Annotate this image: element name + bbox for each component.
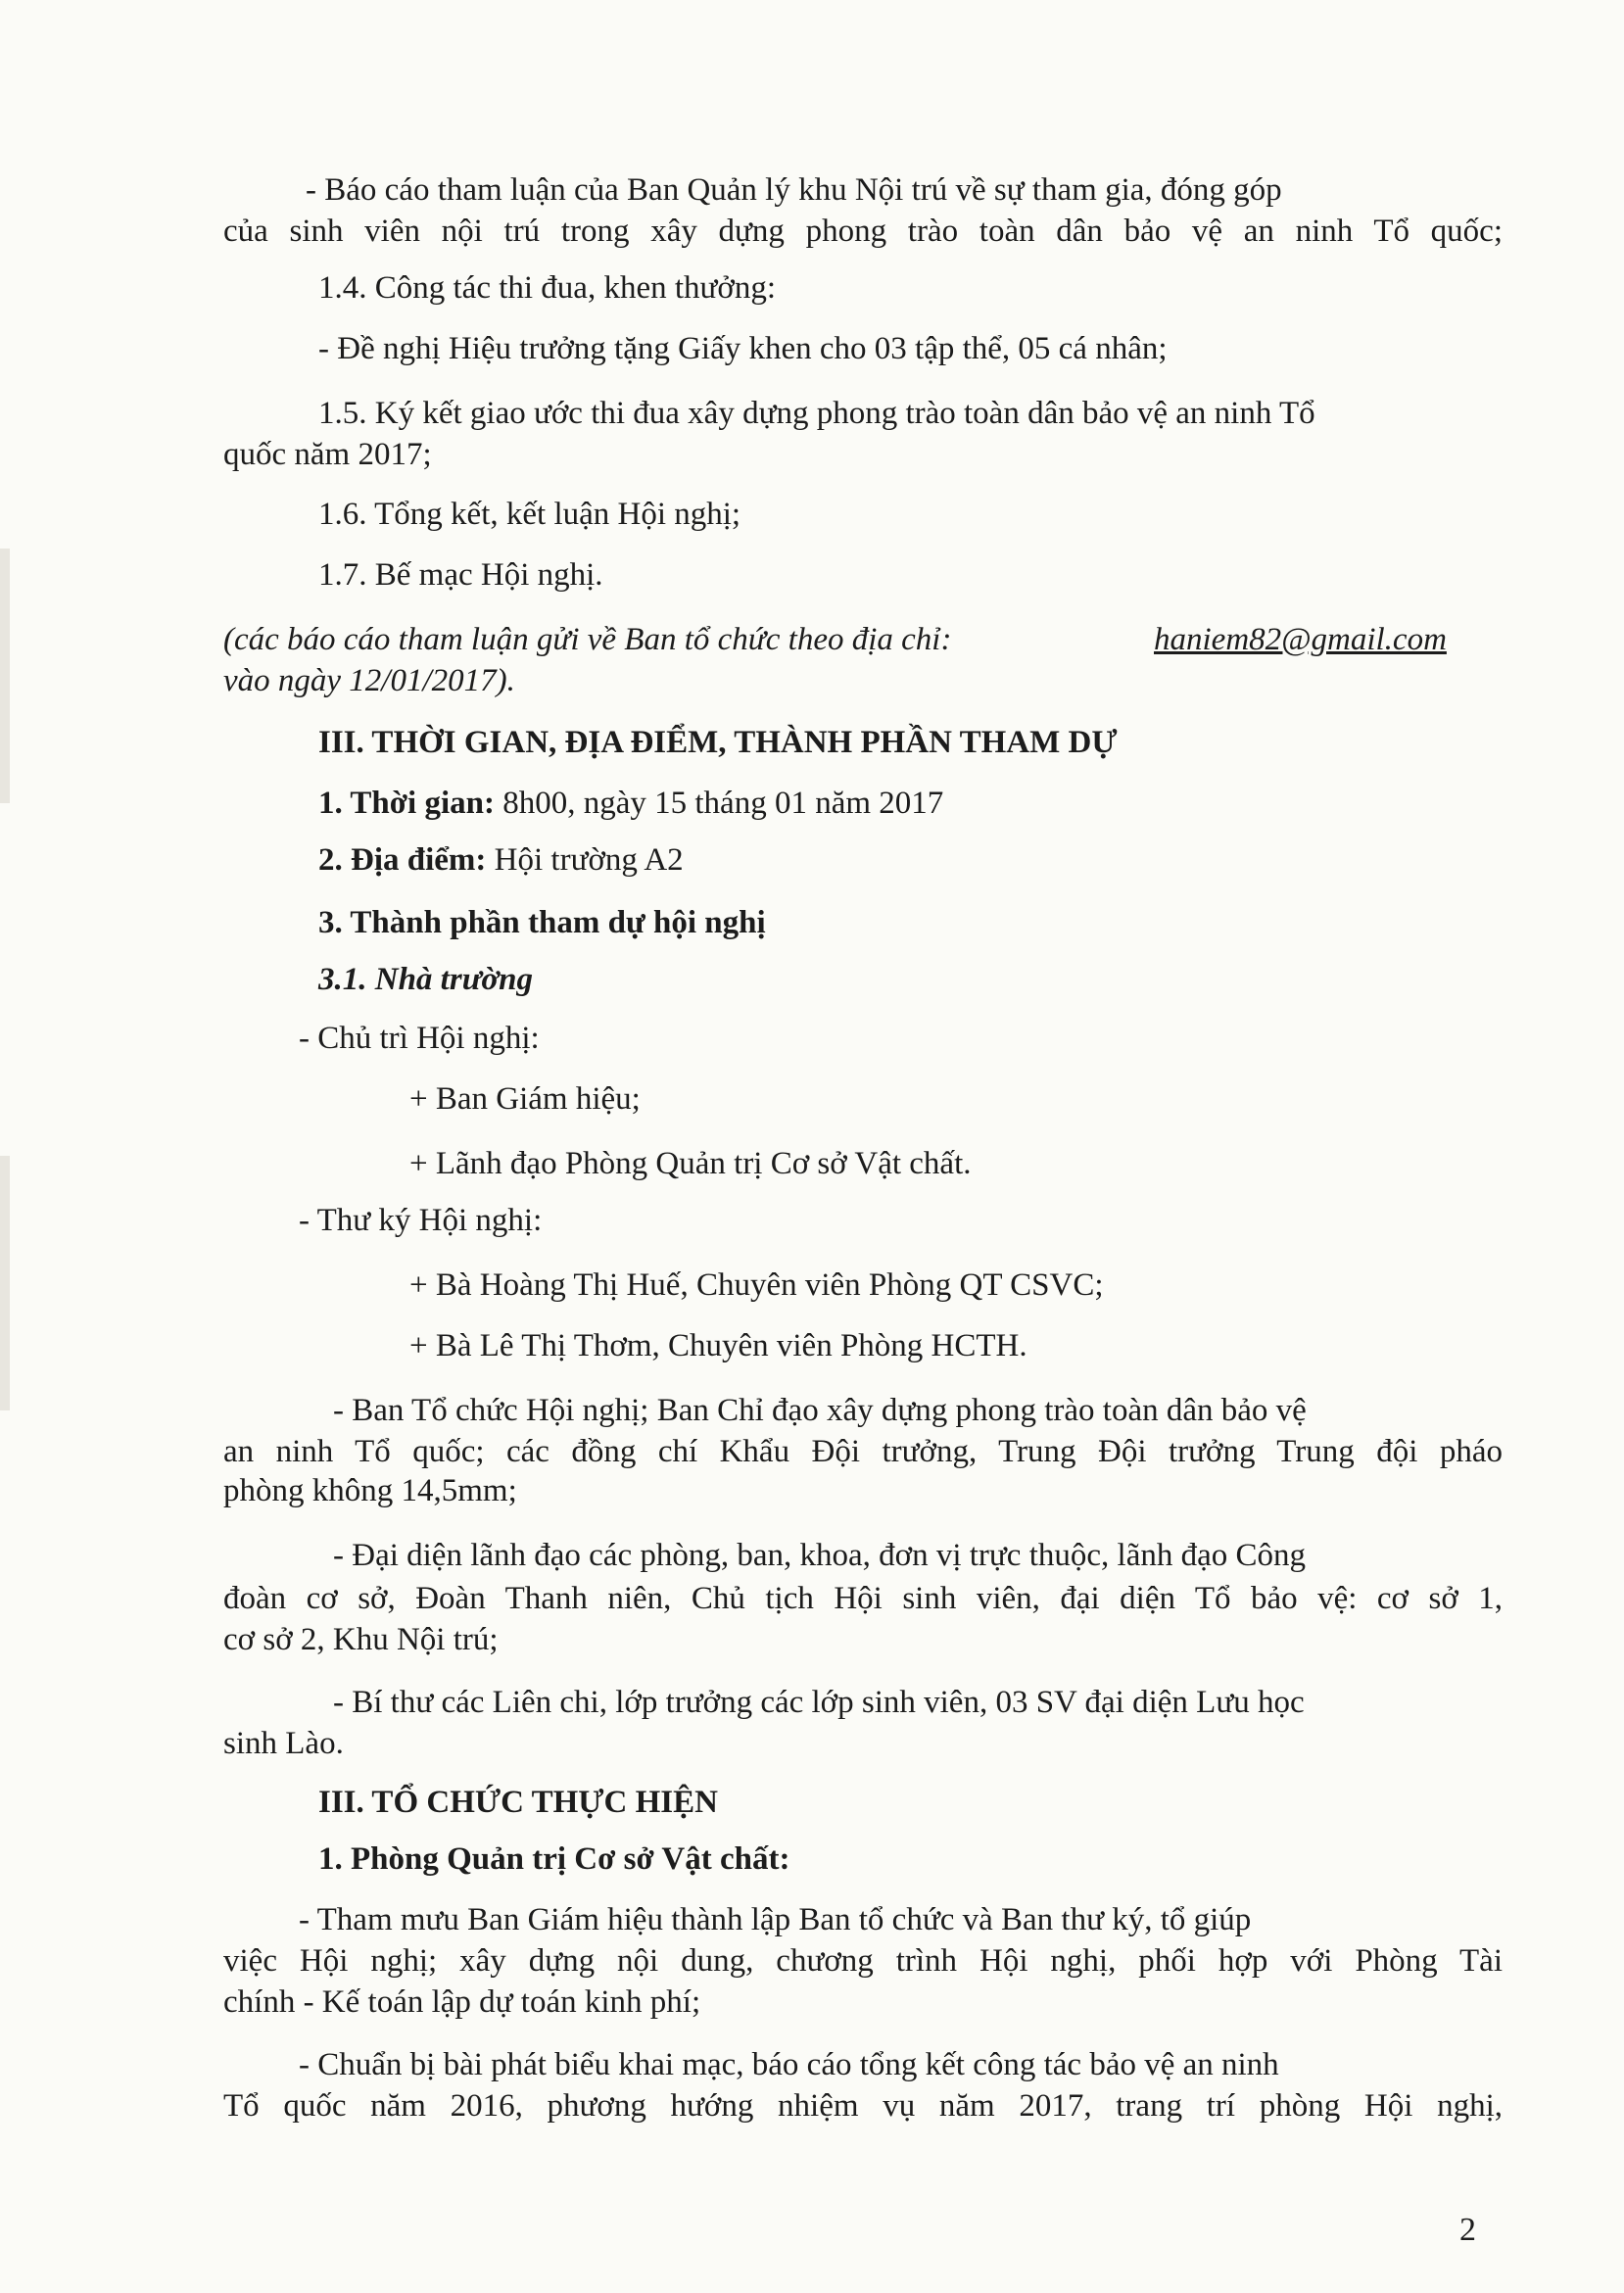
note-line — [223, 620, 951, 659]
text-line: - Bí thư các Liên chi, lớp trưởng các lớp sinh viên, 03 SV đại diện Lưu học — [333, 1685, 1305, 1720]
note-line: vào ngày 12/01/2017). — [223, 663, 515, 698]
text-line: an ninh Tổ quốc; các đồng chí Khẩu Đội trưởng, Trung Đội trưởng Trung đội pháo — [223, 1434, 1503, 1469]
text-line: của sinh viên nội trú trong xây dựng phong trào toàn dân bảo vệ an ninh Tổ quốc; — [223, 214, 1503, 249]
scan-edge-shadow — [0, 1156, 10, 1410]
place-label: 2. Địa điểm: — [318, 842, 487, 878]
text-line: quốc năm 2017; — [223, 437, 432, 472]
place-line — [318, 840, 684, 880]
school-subheading: 3.1. Nhà trường — [318, 962, 534, 997]
text-line: - Thư ký Hội nghị: — [299, 1203, 543, 1238]
email-link[interactable]: haniem82@gmail.com — [1154, 622, 1447, 657]
heading-1-4: 1.4. Công tác thi đua, khen thưởng: — [318, 270, 777, 306]
heading-1-5: 1.5. Ký kết giao ước thi đua xây dựng phong trào toàn dân bảo vệ an ninh Tổ — [318, 396, 1315, 431]
list-item: + Ban Giám hiệu; — [409, 1081, 641, 1117]
text-line: - Đại diện lãnh đạo các phòng, ban, khoa, đơn vị trực thuộc, lãnh đạo Công — [333, 1538, 1306, 1573]
text-line: - Tham mưu Ban Giám hiệu thành lập Ban tổ chức và Ban thư ký, tổ giúp — [299, 1902, 1252, 1937]
text-line: cơ sở 2, Khu Nội trú; — [223, 1622, 499, 1657]
text-line: đoàn cơ sở, Đoàn Thanh niên, Chủ tịch Hội sinh viên, đại diện Tổ bảo vệ: cơ sở 1, — [223, 1581, 1503, 1616]
section-heading-iii-time-place: III. THỜI GIAN, ĐỊA ĐIỂM, THÀNH PHẦN THAM DỰ — [318, 725, 1118, 760]
facilities-dept-heading: 1. Phòng Quản trị Cơ sở Vật chất: — [318, 1841, 790, 1877]
scan-edge-shadow — [0, 549, 10, 803]
section-heading-iii-implementation: III. TỔ CHỨC THỰC HIỆN — [318, 1785, 718, 1820]
time-line — [318, 784, 943, 823]
text-line: - Chủ trì Hội nghị: — [299, 1021, 540, 1056]
text-line: sinh Lào. — [223, 1726, 344, 1761]
time-value: 8h00, ngày 15 tháng 01 năm 2017 — [502, 786, 944, 821]
text-line: - Báo cáo tham luận của Ban Quản lý khu Nội trú về sự tham gia, đóng góp — [306, 172, 1282, 208]
page-number: 2 — [1459, 2212, 1476, 2248]
note-text: (các báo cáo tham luận gửi về Ban tổ chức theo địa chỉ: — [223, 622, 952, 657]
text-line: - Ban Tổ chức Hội nghị; Ban Chỉ đạo xây dựng phong trào toàn dân bảo vệ — [333, 1393, 1307, 1428]
text-line: chính - Kế toán lập dự toán kinh phí; — [223, 1984, 701, 2020]
participants-heading: 3. Thành phần tham dự hội nghị — [318, 905, 766, 940]
list-item: + Bà Hoàng Thị Huế, Chuyên viên Phòng QT CSVC; — [409, 1267, 1104, 1303]
text-line: - Chuẩn bị bài phát biểu khai mạc, báo cáo tổng kết công tác bảo vệ an ninh — [299, 2047, 1279, 2082]
heading-1-7: 1.7. Bế mạc Hội nghị. — [318, 557, 603, 593]
heading-1-6: 1.6. Tổng kết, kết luận Hội nghị; — [318, 497, 741, 532]
text-line: Tổ quốc năm 2016, phương hướng nhiệm vụ năm 2017, trang trí phòng Hội nghị, — [223, 2088, 1503, 2124]
list-item: + Bà Lê Thị Thơm, Chuyên viên Phòng HCTH. — [409, 1328, 1027, 1363]
list-item: + Lãnh đạo Phòng Quản trị Cơ sở Vật chất. — [409, 1146, 972, 1181]
text-line: việc Hội nghị; xây dựng nội dung, chương trình Hội nghị, phối hợp với Phòng Tài — [223, 1943, 1503, 1979]
place-value: Hội trường A2 — [494, 842, 684, 878]
text-line: - Đề nghị Hiệu trưởng tặng Giấy khen cho 03 tập thể, 05 cá nhân; — [318, 331, 1168, 366]
text-line: phòng không 14,5mm; — [223, 1473, 517, 1508]
time-label: 1. Thời gian: — [318, 786, 495, 821]
